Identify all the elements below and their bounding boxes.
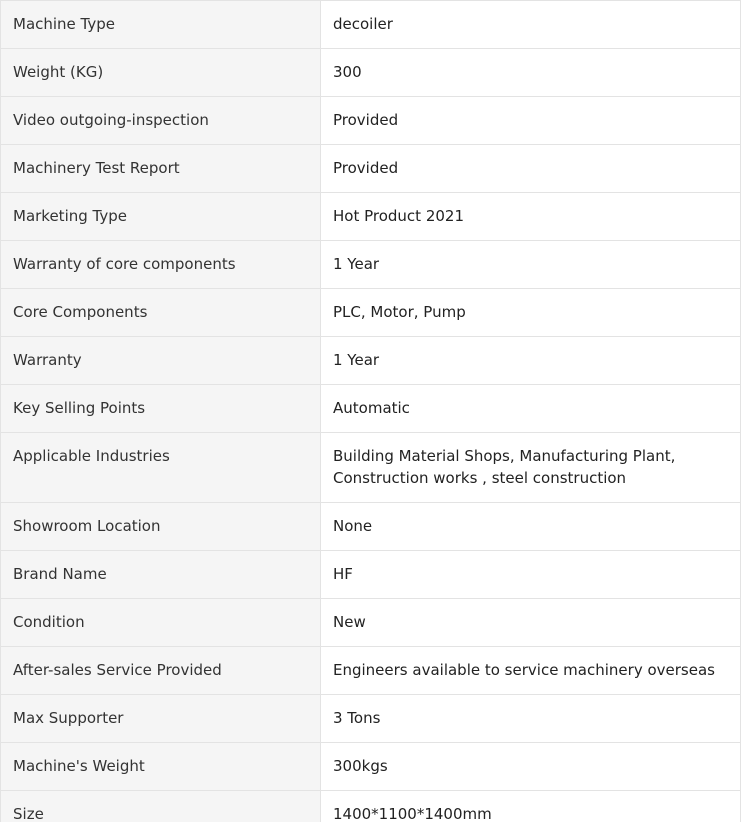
attribute-name: Warranty — [1, 337, 321, 385]
spec-table-body — [1, 1, 741, 822]
attribute-value: Hot Product 2021 — [321, 193, 741, 241]
table-row — [1, 743, 741, 791]
table-row — [1, 599, 741, 647]
attribute-value: 300kgs — [321, 743, 741, 791]
attribute-value: Automatic — [321, 385, 741, 433]
table-row — [1, 433, 741, 503]
table-row — [1, 49, 741, 97]
attribute-value: Provided — [321, 145, 741, 193]
table-row — [1, 551, 741, 599]
table-row — [1, 145, 741, 193]
table-row — [1, 791, 741, 822]
table-row — [1, 337, 741, 385]
table-row — [1, 695, 741, 743]
attribute-name: Key Selling Points — [1, 385, 321, 433]
attribute-name: Marketing Type — [1, 193, 321, 241]
table-row — [1, 97, 741, 145]
attribute-value: Engineers available to service machinery overseas — [321, 647, 741, 695]
attribute-name: Machine Type — [1, 1, 321, 49]
attribute-name: Warranty of core components — [1, 241, 321, 289]
attribute-value: PLC, Motor, Pump — [321, 289, 741, 337]
attribute-name: Condition — [1, 599, 321, 647]
attribute-name: Core Components — [1, 289, 321, 337]
attribute-value: HF — [321, 551, 741, 599]
attribute-value: 1 Year — [321, 337, 741, 385]
attribute-name: Machine's Weight — [1, 743, 321, 791]
table-row — [1, 647, 741, 695]
attribute-name: Brand Name — [1, 551, 321, 599]
table-row — [1, 193, 741, 241]
table-row — [1, 241, 741, 289]
attribute-value: Provided — [321, 97, 741, 145]
table-row — [1, 503, 741, 551]
attribute-name: Applicable Industries — [1, 433, 321, 503]
table-row — [1, 385, 741, 433]
attribute-value: New — [321, 599, 741, 647]
attribute-name: Video outgoing-inspection — [1, 97, 321, 145]
attribute-name: After-sales Service Provided — [1, 647, 321, 695]
attribute-value: None — [321, 503, 741, 551]
table-row — [1, 1, 741, 49]
attribute-name: Size — [1, 791, 321, 822]
attribute-name: Machinery Test Report — [1, 145, 321, 193]
attribute-value: 3 Tons — [321, 695, 741, 743]
table-row — [1, 289, 741, 337]
attribute-name: Max Supporter — [1, 695, 321, 743]
attribute-value: 1 Year — [321, 241, 741, 289]
attribute-name: Showroom Location — [1, 503, 321, 551]
attribute-value: 1400*1100*1400mm — [321, 791, 741, 822]
attribute-value: decoiler — [321, 1, 741, 49]
attribute-value: Building Material Shops, Manufacturing Plant, Construction works , steel construction — [321, 433, 741, 503]
attribute-name: Weight (KG) — [1, 49, 321, 97]
attribute-value: 300 — [321, 49, 741, 97]
